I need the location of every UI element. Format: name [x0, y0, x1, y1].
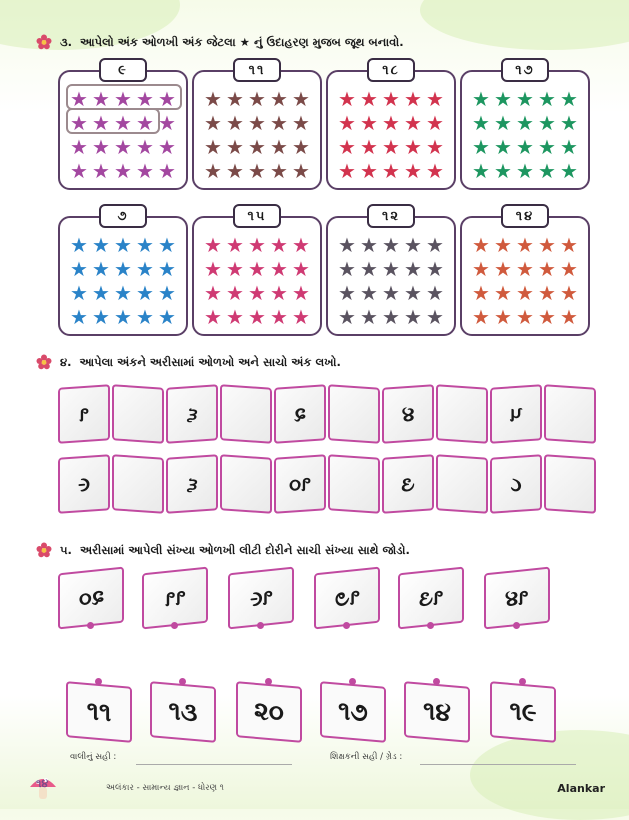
answer-number-card: ૧૭ — [320, 681, 386, 743]
star-grid — [470, 88, 580, 182]
star-icon[interactable]: ★ — [382, 233, 400, 257]
connector-dot[interactable] — [343, 622, 350, 629]
star-icon[interactable]: ★ — [538, 281, 556, 305]
book-title: અલંકાર - સામાન્ય જ્ઞાન - ધોરણ ૧ — [106, 783, 224, 793]
star-icon[interactable]: ★ — [516, 159, 534, 183]
star-icon[interactable]: ★ — [404, 111, 422, 135]
card-number-label: ૧૪ — [501, 204, 549, 228]
star-icon[interactable]: ★ — [248, 111, 266, 135]
star-icon[interactable]: ★ — [426, 111, 444, 135]
star-icon[interactable]: ★ — [560, 257, 578, 281]
star-icon[interactable]: ★ — [204, 305, 222, 329]
star-icon[interactable]: ★ — [270, 111, 288, 135]
star-icon[interactable]: ★ — [292, 305, 310, 329]
star-icon[interactable]: ★ — [114, 281, 132, 305]
star-card[interactable] — [326, 208, 456, 336]
flower-icon — [36, 354, 52, 370]
star-icon[interactable]: ★ — [248, 305, 266, 329]
star-icon[interactable]: ★ — [426, 135, 444, 159]
teacher-signature-line[interactable] — [420, 764, 576, 765]
star-icon[interactable]: ★ — [404, 257, 422, 281]
reversed-number: ૧૪ — [505, 584, 529, 611]
star-icon[interactable]: ★ — [382, 281, 400, 305]
star-icon[interactable]: ★ — [136, 111, 154, 135]
star-icon[interactable]: ★ — [360, 233, 378, 257]
star-icon[interactable]: ★ — [204, 257, 222, 281]
star-icon[interactable]: ★ — [114, 111, 132, 135]
star-icon[interactable]: ★ — [114, 135, 132, 159]
star-icon[interactable]: ★ — [226, 233, 244, 257]
reversed-number-card — [58, 567, 124, 630]
star-grid — [336, 88, 446, 182]
mirror-image-panel — [274, 454, 326, 514]
star-icon[interactable]: ★ — [204, 281, 222, 305]
star-icon[interactable]: ★ — [472, 87, 490, 111]
star-icon[interactable]: ★ — [338, 159, 356, 183]
star-icon[interactable]: ★ — [92, 135, 110, 159]
star-icon[interactable]: ★ — [158, 87, 176, 111]
star-icon[interactable]: ★ — [136, 87, 154, 111]
answer-number-card: ૧૯ — [490, 681, 556, 743]
star-icon[interactable]: ★ — [204, 135, 222, 159]
star-icon[interactable]: ★ — [136, 135, 154, 159]
answer-panel[interactable] — [328, 384, 380, 444]
reversed-number: ૧૩ — [418, 584, 444, 611]
reversed-number: ૨૦ — [78, 584, 104, 611]
mirror-pair — [58, 386, 164, 442]
star-icon[interactable]: ★ — [114, 159, 132, 183]
star-icon[interactable]: ★ — [560, 159, 578, 183]
star-card[interactable] — [58, 208, 188, 336]
star-icon[interactable]: ★ — [494, 159, 512, 183]
star-icon[interactable]: ★ — [70, 281, 88, 305]
star-icon[interactable]: ★ — [70, 135, 88, 159]
star-icon[interactable]: ★ — [494, 111, 512, 135]
star-icon[interactable]: ★ — [270, 305, 288, 329]
star-icon[interactable]: ★ — [560, 305, 578, 329]
star-icon[interactable]: ★ — [136, 257, 154, 281]
star-grid — [68, 234, 178, 328]
card-number-label: ૧૫ — [233, 204, 281, 228]
star-icon[interactable]: ★ — [292, 159, 310, 183]
star-icon[interactable]: ★ — [270, 257, 288, 281]
question-number: ૩. — [60, 34, 73, 49]
star-icon[interactable]: ★ — [472, 305, 490, 329]
star-icon[interactable]: ★ — [338, 135, 356, 159]
page-number: ૧૪ — [36, 777, 49, 790]
mirror-pair — [382, 386, 488, 442]
star-icon[interactable]: ★ — [382, 159, 400, 183]
star-icon[interactable]: ★ — [158, 257, 176, 281]
star-icon[interactable]: ★ — [360, 281, 378, 305]
card-number-label: ૧૨ — [367, 204, 415, 228]
mirror-image-panel — [490, 384, 542, 444]
star-icon[interactable]: ★ — [292, 257, 310, 281]
star-icon[interactable]: ★ — [472, 135, 490, 159]
mirrored-digit: ૬ — [186, 401, 198, 427]
star-icon[interactable]: ★ — [426, 159, 444, 183]
star-card[interactable] — [192, 208, 322, 336]
star-icon[interactable]: ★ — [270, 135, 288, 159]
mirrored-digit: ૬ — [186, 471, 198, 497]
star-icon[interactable]: ★ — [204, 233, 222, 257]
star-icon[interactable]: ★ — [426, 87, 444, 111]
star-icon[interactable]: ★ — [92, 257, 110, 281]
star-icon[interactable]: ★ — [226, 305, 244, 329]
mirror-image-panel — [58, 454, 110, 514]
answer-panel[interactable] — [112, 384, 164, 444]
star-icon[interactable]: ★ — [404, 159, 422, 183]
star-icon[interactable]: ★ — [494, 257, 512, 281]
star-icon[interactable]: ★ — [158, 305, 176, 329]
star-icon[interactable]: ★ — [516, 233, 534, 257]
mirror-image-panel — [166, 454, 218, 514]
connector-dot[interactable] — [257, 622, 264, 629]
star-icon[interactable]: ★ — [248, 233, 266, 257]
mirror-image-panel — [490, 454, 542, 514]
star-icon[interactable]: ★ — [338, 111, 356, 135]
mirror-image-panel — [58, 384, 110, 444]
star-icon[interactable]: ★ — [114, 305, 132, 329]
star-icon[interactable]: ★ — [226, 87, 244, 111]
star-icon[interactable]: ★ — [338, 257, 356, 281]
star-grid — [202, 234, 312, 328]
star-icon[interactable]: ★ — [560, 87, 578, 111]
star-icon[interactable]: ★ — [292, 87, 310, 111]
star-grid — [202, 88, 312, 182]
mirrored-digit: ૨ — [294, 401, 306, 427]
star-icon[interactable]: ★ — [270, 281, 288, 305]
star-icon[interactable]: ★ — [338, 305, 356, 329]
card-number-label: ૧૮ — [367, 58, 415, 82]
reversed-number: ૧૭ — [334, 584, 360, 611]
star-icon[interactable]: ★ — [494, 233, 512, 257]
mirror-pair — [166, 456, 272, 512]
star-icon[interactable]: ★ — [92, 159, 110, 183]
star-icon[interactable]: ★ — [70, 233, 88, 257]
answer-number-card: ૧૪ — [404, 681, 470, 743]
star-icon[interactable]: ★ — [92, 305, 110, 329]
star-icon[interactable]: ★ — [158, 233, 176, 257]
star-icon[interactable]: ★ — [226, 111, 244, 135]
star-icon[interactable]: ★ — [292, 233, 310, 257]
mirrored-digit: ૯ — [78, 471, 90, 497]
answer-panel[interactable] — [328, 454, 380, 514]
star-icon[interactable]: ★ — [560, 233, 578, 257]
star-icon[interactable]: ★ — [404, 233, 422, 257]
star-icon[interactable]: ★ — [516, 135, 534, 159]
star-icon[interactable]: ★ — [70, 305, 88, 329]
mirror-pair — [490, 386, 596, 442]
star-icon[interactable]: ★ — [114, 233, 132, 257]
example-group-outline — [66, 84, 182, 110]
star-icon[interactable]: ★ — [114, 257, 132, 281]
star-icon[interactable]: ★ — [292, 135, 310, 159]
star-icon[interactable]: ★ — [338, 281, 356, 305]
star-icon[interactable]: ★ — [404, 305, 422, 329]
star-icon[interactable]: ★ — [516, 257, 534, 281]
mirror-pair — [490, 456, 596, 512]
star-icon[interactable]: ★ — [560, 281, 578, 305]
star-icon[interactable]: ★ — [226, 281, 244, 305]
mirror-pair — [274, 386, 380, 442]
star-icon[interactable]: ★ — [472, 111, 490, 135]
reversed-number-card — [314, 567, 380, 630]
answer-panel[interactable] — [436, 454, 488, 514]
star-icon[interactable]: ★ — [560, 135, 578, 159]
reversed-number: ૧૧ — [164, 584, 186, 611]
mirror-pair — [274, 456, 380, 512]
star-icon[interactable]: ★ — [516, 281, 534, 305]
star-icon[interactable]: ★ — [136, 305, 154, 329]
flower-icon — [36, 34, 52, 50]
star-icon[interactable]: ★ — [360, 257, 378, 281]
answer-panel[interactable] — [544, 384, 596, 444]
star-icon[interactable]: ★ — [516, 87, 534, 111]
star-icon[interactable]: ★ — [92, 87, 110, 111]
star-icon[interactable]: ★ — [136, 159, 154, 183]
star-card[interactable] — [58, 62, 188, 190]
star-icon[interactable]: ★ — [226, 257, 244, 281]
star-icon[interactable]: ★ — [158, 159, 176, 183]
mirror-pair — [382, 456, 488, 512]
reversed-number-card — [228, 567, 294, 630]
question-4-heading — [36, 354, 341, 370]
star-card[interactable] — [326, 62, 456, 190]
star-icon[interactable]: ★ — [426, 281, 444, 305]
mirror-image-panel — [382, 384, 434, 444]
connector-dot[interactable] — [87, 622, 94, 629]
star-icon[interactable]: ★ — [270, 233, 288, 257]
card-number-label: ૭ — [99, 204, 147, 228]
star-icon[interactable]: ★ — [204, 111, 222, 135]
brand-logo: Alankar — [557, 782, 605, 795]
star-icon[interactable]: ★ — [114, 87, 132, 111]
star-icon[interactable]: ★ — [538, 305, 556, 329]
mirrored-digit: ૧ — [79, 401, 89, 427]
reversed-number-card — [142, 567, 208, 630]
answer-panel[interactable] — [220, 384, 272, 444]
star-icon[interactable]: ★ — [426, 233, 444, 257]
star-icon[interactable]: ★ — [292, 281, 310, 305]
star-icon[interactable]: ★ — [516, 111, 534, 135]
mirror-pair — [166, 386, 272, 442]
mirrored-digit: ૩ — [401, 471, 415, 497]
star-icon[interactable]: ★ — [360, 159, 378, 183]
answer-panel[interactable] — [112, 454, 164, 514]
star-icon[interactable]: ★ — [270, 87, 288, 111]
question-text: આપેલા અંકને અરીસામાં ઓળખો અને સાચો અંક લખો. — [79, 354, 341, 369]
card-number-label: ૯ — [99, 58, 147, 82]
star-icon[interactable]: ★ — [538, 87, 556, 111]
star-icon[interactable]: ★ — [472, 159, 490, 183]
star-icon[interactable]: ★ — [248, 159, 266, 183]
star-icon[interactable]: ★ — [338, 233, 356, 257]
star-icon[interactable]: ★ — [472, 233, 490, 257]
reversed-number-card — [484, 567, 550, 630]
star-icon[interactable]: ★ — [472, 281, 490, 305]
answer-panel[interactable] — [544, 454, 596, 514]
star-icon[interactable]: ★ — [158, 135, 176, 159]
mirror-image-panel — [166, 384, 218, 444]
question-number: ૪. — [60, 354, 72, 369]
mirrored-digit: ૧૦ — [289, 471, 311, 497]
star-icon[interactable]: ★ — [92, 281, 110, 305]
star-icon[interactable]: ★ — [248, 135, 266, 159]
star-icon[interactable]: ★ — [560, 111, 578, 135]
star-card[interactable] — [460, 62, 590, 190]
star-icon[interactable]: ★ — [204, 159, 222, 183]
star-grid — [470, 234, 580, 328]
star-icon[interactable]: ★ — [360, 111, 378, 135]
star-icon[interactable]: ★ — [136, 281, 154, 305]
star-icon[interactable]: ★ — [92, 233, 110, 257]
answer-number-card: ૧૧ — [66, 681, 132, 743]
question-text: અરીસામાં આપેલી સંખ્યા ઓળખી લીટી દોરીને સાચી સંખ્યા સાથે જોડો. — [79, 542, 410, 557]
star-icon[interactable]: ★ — [292, 111, 310, 135]
star-icon[interactable]: ★ — [472, 257, 490, 281]
star-icon[interactable]: ★ — [92, 111, 110, 135]
star-icon[interactable]: ★ — [382, 257, 400, 281]
teacher-signature-label: શિક્ષકની સહી / ગ્રેડ : — [330, 752, 403, 762]
star-icon[interactable]: ★ — [404, 135, 422, 159]
mirror-image-panel — [274, 384, 326, 444]
star-icon[interactable]: ★ — [226, 159, 244, 183]
star-icon[interactable]: ★ — [494, 135, 512, 159]
mirrored-digit: ૫ — [509, 401, 523, 427]
star-icon[interactable]: ★ — [382, 111, 400, 135]
connector-dot[interactable] — [427, 622, 434, 629]
star-icon[interactable]: ★ — [538, 257, 556, 281]
star-icon[interactable]: ★ — [248, 87, 266, 111]
star-icon[interactable]: ★ — [538, 233, 556, 257]
star-icon[interactable]: ★ — [538, 159, 556, 183]
card-number-label: ૧૭ — [501, 58, 549, 82]
star-icon[interactable]: ★ — [382, 87, 400, 111]
star-icon[interactable]: ★ — [426, 257, 444, 281]
answer-panel[interactable] — [220, 454, 272, 514]
parent-signature-line[interactable] — [136, 764, 292, 765]
star-icon[interactable]: ★ — [248, 281, 266, 305]
star-grid — [336, 234, 446, 328]
mirrored-digit: ૮ — [510, 471, 522, 497]
question-text: આપેલો અંક ઓળખી અંક જેટલા ★ નું ઉદાહરણ મુજબ જૂથ બનાવો. — [80, 34, 404, 49]
star-icon[interactable]: ★ — [494, 281, 512, 305]
mirror-pair — [58, 456, 164, 512]
question-3-heading — [36, 34, 404, 50]
star-icon[interactable]: ★ — [70, 111, 88, 135]
star-icon[interactable]: ★ — [270, 159, 288, 183]
star-icon[interactable]: ★ — [494, 305, 512, 329]
star-icon[interactable]: ★ — [70, 87, 88, 111]
star-icon[interactable]: ★ — [70, 159, 88, 183]
star-icon[interactable]: ★ — [426, 305, 444, 329]
connector-dot[interactable] — [171, 622, 178, 629]
answer-number-card: ૧૩ — [150, 681, 216, 743]
star-icon[interactable]: ★ — [360, 87, 378, 111]
star-icon[interactable]: ★ — [248, 257, 266, 281]
card-number-label: ૧૧ — [233, 58, 281, 82]
star-card[interactable] — [192, 62, 322, 190]
example-group-outline — [66, 108, 160, 134]
flower-icon — [36, 542, 52, 558]
question-5-heading — [36, 542, 410, 558]
star-icon[interactable]: ★ — [404, 87, 422, 111]
star-icon[interactable]: ★ — [158, 281, 176, 305]
star-icon[interactable]: ★ — [538, 111, 556, 135]
star-icon[interactable]: ★ — [338, 87, 356, 111]
star-icon[interactable]: ★ — [136, 233, 154, 257]
reversed-number-card — [398, 567, 464, 630]
parent-signature-label: વાલીનું સહી : — [70, 752, 117, 762]
star-card[interactable] — [460, 208, 590, 336]
connector-dot[interactable] — [513, 622, 520, 629]
reversed-number: ૧૯ — [249, 584, 273, 611]
answer-panel[interactable] — [436, 384, 488, 444]
star-icon[interactable]: ★ — [360, 135, 378, 159]
star-icon[interactable]: ★ — [158, 111, 176, 135]
star-icon[interactable]: ★ — [226, 135, 244, 159]
star-icon[interactable]: ★ — [70, 257, 88, 281]
mirror-image-panel — [382, 454, 434, 514]
question-number: ૫. — [60, 542, 72, 557]
star-icon[interactable]: ★ — [494, 87, 512, 111]
star-icon[interactable]: ★ — [382, 135, 400, 159]
star-icon[interactable]: ★ — [404, 281, 422, 305]
star-icon[interactable]: ★ — [538, 135, 556, 159]
mirrored-digit: ૪ — [401, 401, 415, 427]
star-icon[interactable]: ★ — [204, 87, 222, 111]
answer-number-card: ૨૦ — [236, 681, 302, 743]
star-icon[interactable]: ★ — [382, 305, 400, 329]
star-icon[interactable]: ★ — [516, 305, 534, 329]
star-icon[interactable]: ★ — [360, 305, 378, 329]
